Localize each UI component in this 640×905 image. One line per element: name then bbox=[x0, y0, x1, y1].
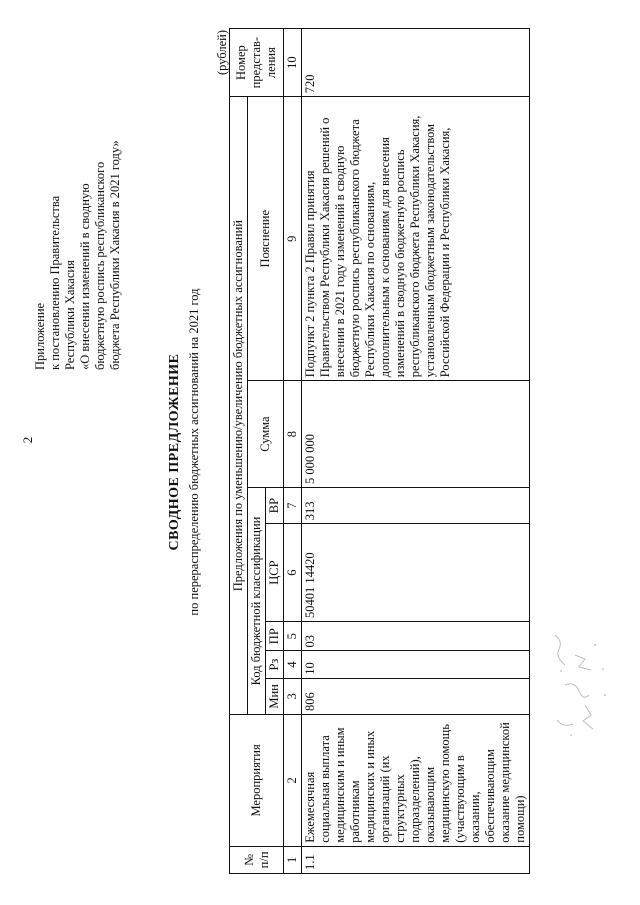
col-number: 10 bbox=[284, 29, 302, 97]
column-number-row bbox=[284, 29, 302, 874]
header-sum: Сумма bbox=[248, 381, 284, 488]
page-number: 2 bbox=[20, 436, 35, 444]
appendix-block bbox=[33, 30, 123, 370]
col-number: 4 bbox=[284, 651, 302, 678]
budget-table bbox=[229, 28, 530, 874]
col-number: 5 bbox=[284, 621, 302, 651]
cell-rep: 720 bbox=[302, 29, 530, 97]
col-number: 2 bbox=[284, 715, 302, 847]
cell-vr: 313 bbox=[302, 487, 530, 523]
appendix-line: Приложение bbox=[33, 302, 47, 370]
cell-pr: 03 bbox=[302, 621, 530, 651]
header-event: Мероприятия bbox=[230, 715, 284, 847]
header-min: Мин bbox=[266, 678, 284, 714]
appendix-line: к постановлению Правительства bbox=[48, 195, 62, 370]
rotated-sheet bbox=[25, 22, 615, 882]
scan-noise-mark bbox=[545, 625, 615, 745]
header-vr: ВР bbox=[266, 487, 284, 523]
cell-csr: 50401 14420 bbox=[302, 524, 530, 622]
cell-min: 806 bbox=[302, 678, 530, 714]
header-rep: Номер представ-ления bbox=[230, 29, 284, 97]
col-number: 8 bbox=[284, 381, 302, 488]
units-label: (рублей) bbox=[215, 30, 229, 76]
appendix-line: «О внесении изменений в сводную bbox=[78, 183, 92, 370]
header-note: Пояснение bbox=[248, 97, 284, 381]
table-row bbox=[302, 29, 530, 874]
header-num: № п/п bbox=[230, 846, 284, 873]
cell-note: Подпункт 2 пункта 2 Правил принятия Правительством Республики Хакасия решений о внесении в 2021 году изменений в сводную бюджетную роспись республиканского бюджета Республики Хакасия по основаниям, дополнительным к основаниям для внесения изменений в сводную бюджетную роспись республиканского бюджета Республики Хакасия, установленным бюджетным законодательством Российской Федерации и Республики Хакасия, bbox=[302, 97, 530, 381]
header-csr: ЦСР bbox=[266, 524, 284, 622]
col-number: 6 bbox=[284, 524, 302, 622]
col-number: 7 bbox=[284, 487, 302, 523]
cell-event: Ежемесячная социальная выплата медицинским и иным работникам медицинских и иных организаций (их структурных подразделений), оказывающим медицинскую помощь (участвующим в оказании, обеспечивающим оказание медицинской помощи) bbox=[302, 715, 530, 847]
col-number: 9 bbox=[284, 97, 302, 381]
appendix-line: Республики Хакасия bbox=[63, 260, 77, 370]
col-number: 3 bbox=[284, 678, 302, 714]
document-title: СВОДНОЕ ПРЕДЛОЖЕНИЕ bbox=[167, 353, 182, 551]
cell-num: 1.1 bbox=[302, 846, 530, 873]
appendix-line: бюджета Республики Хакасия в 2021 году» bbox=[108, 140, 122, 370]
header-code: Код бюджетной классификации bbox=[248, 487, 266, 714]
header-rz: Рз bbox=[266, 651, 284, 678]
header-pr: ПР bbox=[266, 621, 284, 651]
header-group: Предложения по уменьшению/увеличению бюджетных ассигнований bbox=[230, 97, 248, 715]
col-number: 1 bbox=[284, 846, 302, 873]
cell-sum: 5 000 000 bbox=[302, 381, 530, 488]
cell-rz: 10 bbox=[302, 651, 530, 678]
appendix-line: бюджетную роспись республиканского bbox=[93, 161, 107, 370]
document-subtitle: по перераспределению бюджетных ассигнований на 2021 год bbox=[187, 288, 201, 616]
